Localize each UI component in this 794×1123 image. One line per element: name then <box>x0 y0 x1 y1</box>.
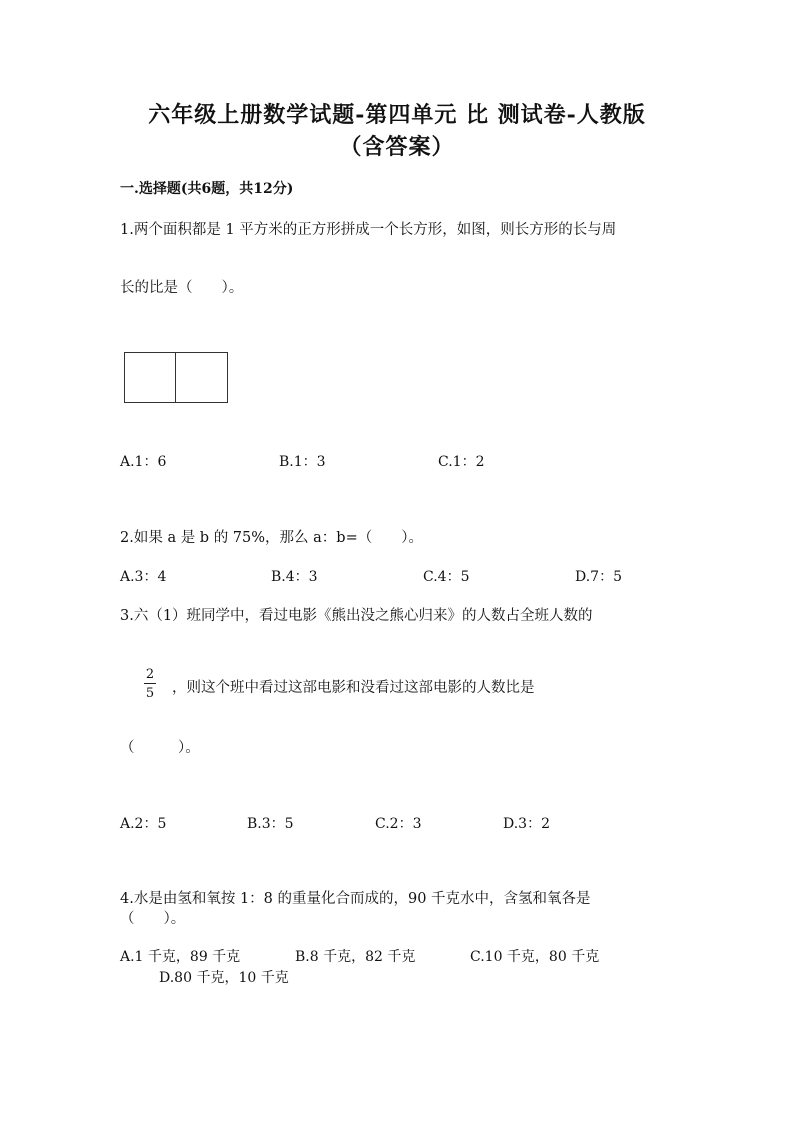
fraction-numerator: 2 <box>145 667 155 682</box>
question-2-option-c: C.4：5 <box>423 569 470 585</box>
question-4-text: 4.水是由氢和氧按 1：8 的重量化合而成的，90 千克水中，含氢和氧各是 <box>120 891 591 907</box>
question-4-option-b: B.8 千克，82 千克 <box>295 949 416 965</box>
question-3-option-b: B.3：5 <box>247 816 294 832</box>
question-4-option-d: D.80 千克，10 千克 <box>159 970 289 986</box>
question-4-option-a: A.1 千克，89 千克 <box>120 949 241 965</box>
question-3-option-a: A.2：5 <box>120 816 167 832</box>
question-1-option-a: A.1：6 <box>120 454 167 470</box>
question-4-answer-blank: （ ）。 <box>120 911 186 927</box>
question-2-option-d: D.7：5 <box>575 569 622 585</box>
question-3-text: 3.六（1）班同学中，看过电影《熊出没之熊心归来》的人数占全班人数的 <box>120 608 593 624</box>
fraction-denominator: 5 <box>145 686 155 701</box>
question-2-text: 2.如果 a 是 b 的 75%，那么 a：b=（ ）。 <box>120 530 423 546</box>
question-4-option-c: C.10 千克，80 千克 <box>470 949 600 965</box>
question-3-option-d: D.3：2 <box>503 816 550 832</box>
question-1-text-continued: 长的比是（ ）。 <box>120 280 244 296</box>
question-1-text: 1.两个面积都是 1 平方米的正方形拼成一个长方形，如图，则长方形的长与周 <box>120 222 617 238</box>
page-subtitle: （含答案） <box>339 134 455 160</box>
question-2-option-a: A.3：4 <box>120 569 167 585</box>
question-3-answer-blank: （ ）。 <box>120 740 200 756</box>
question-1-option-b: B.1：3 <box>279 454 326 470</box>
fraction-two-fifths <box>143 668 157 700</box>
question-3-text-continued: ，则这个班中看过这部电影和没看过这部电影的人数比是 <box>172 680 535 696</box>
page-title: 六年级上册数学试题-第四单元 比 测试卷-人教版 <box>148 102 646 128</box>
question-1-option-c: C.1：2 <box>438 454 485 470</box>
square-divider <box>175 353 176 402</box>
rectangle-figure <box>124 352 228 403</box>
section-heading: 一.选择题(共6题，共12分) <box>120 181 294 197</box>
question-2-option-b: B.4：3 <box>271 569 318 585</box>
question-3-option-c: C.2：3 <box>375 816 422 832</box>
